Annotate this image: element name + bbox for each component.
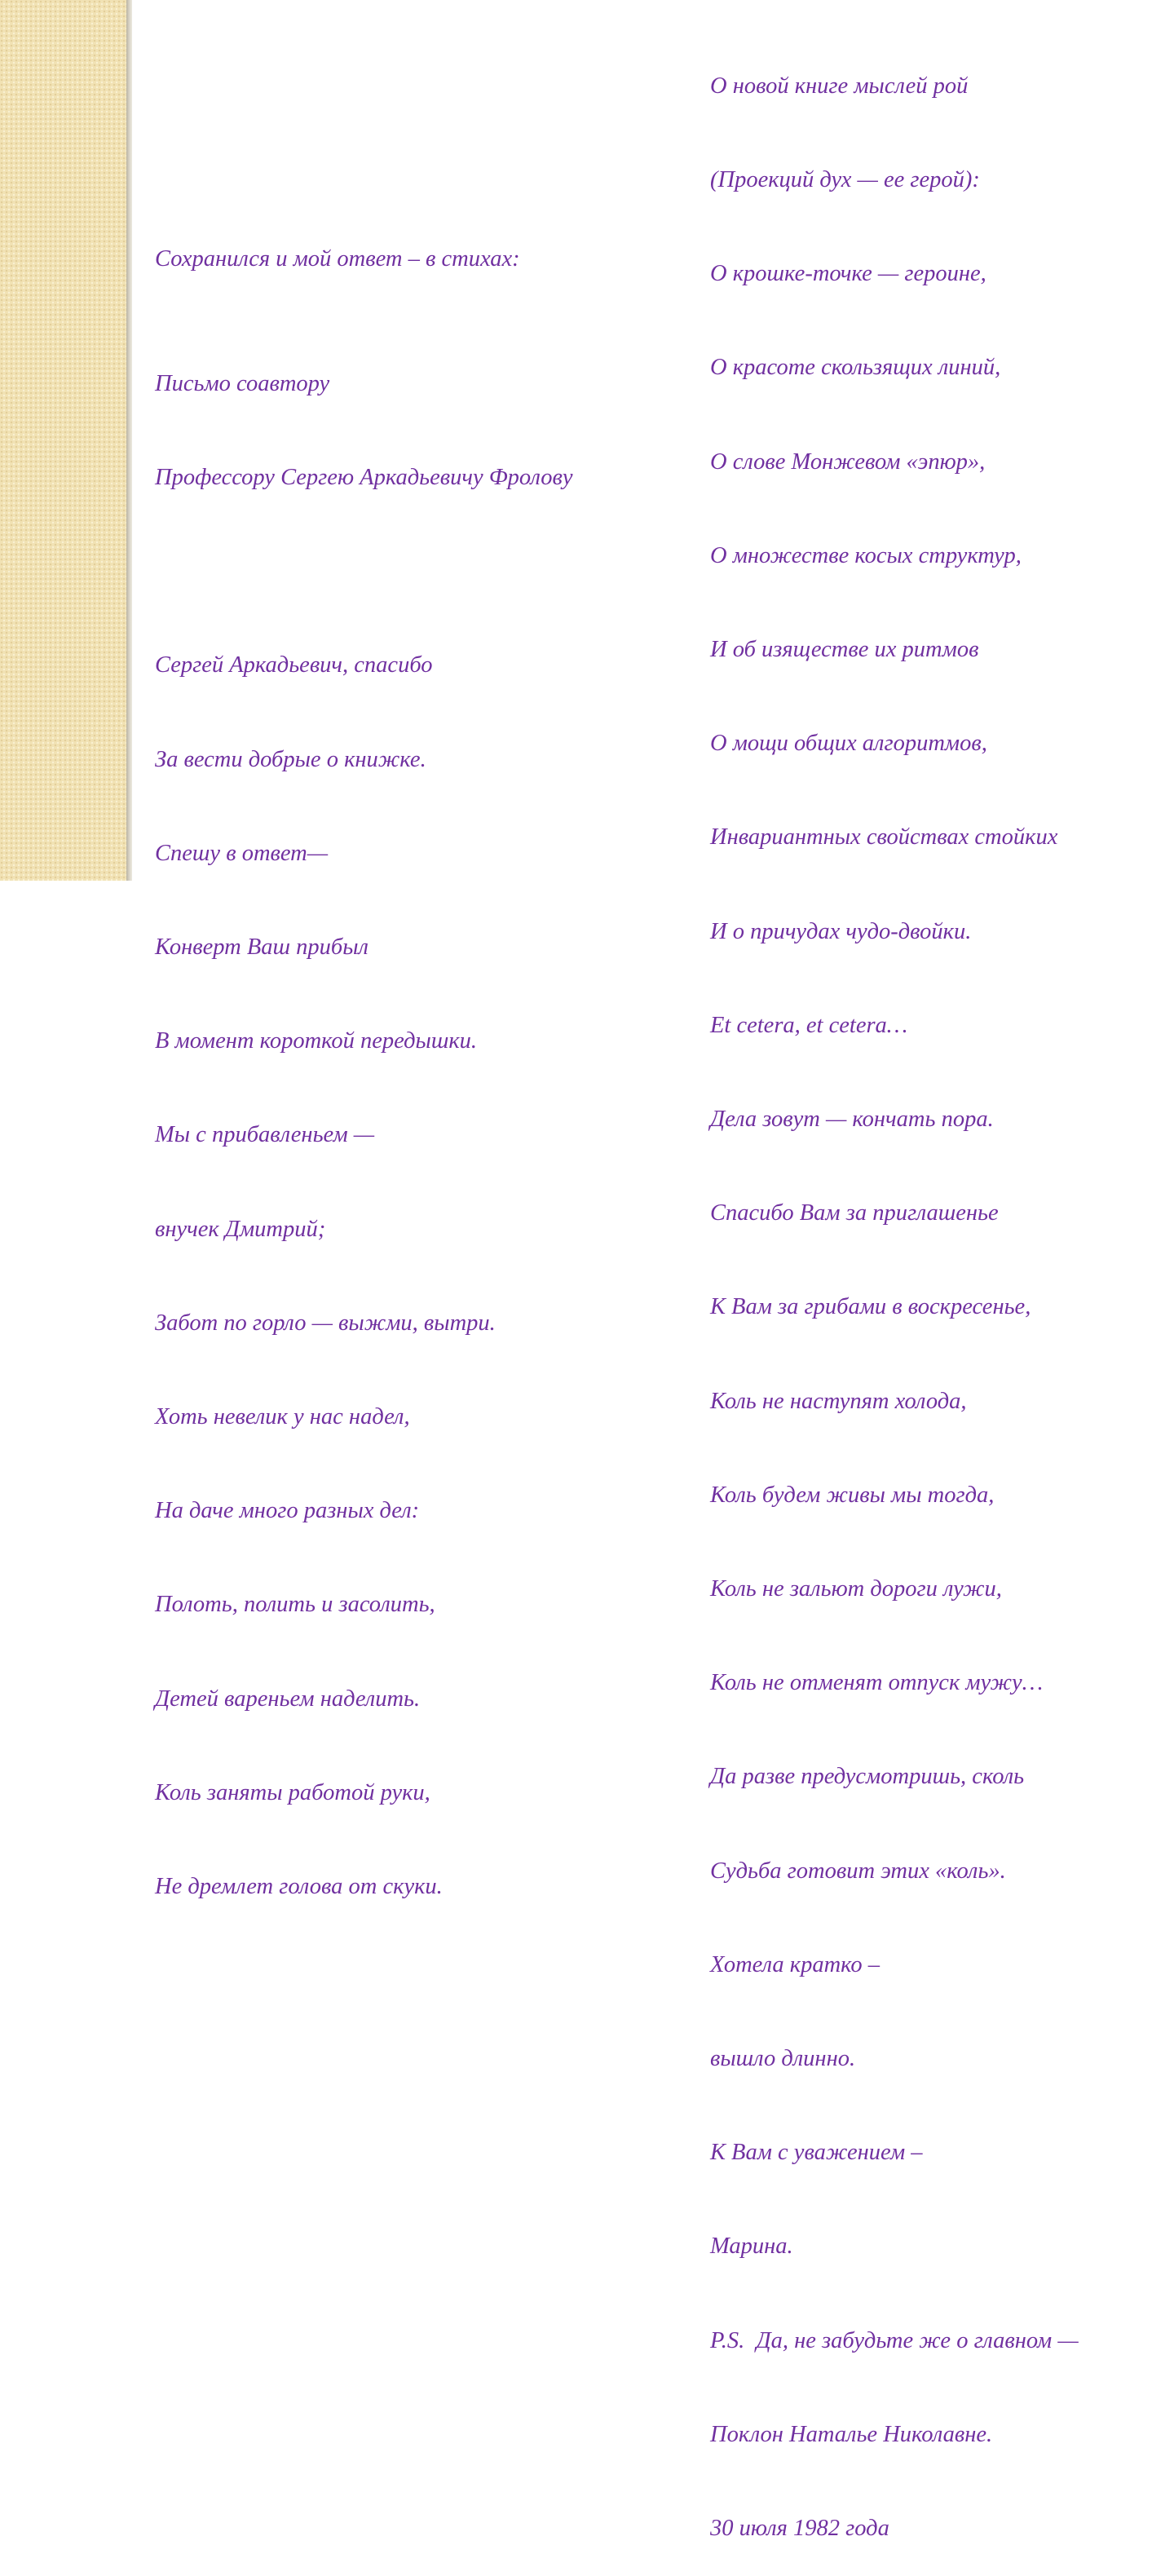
poem-line: Не дремлет голова от скуки. [155,1874,443,1900]
poem-line: Коль не зальют дороги лужи, [710,1576,1002,1602]
intro-line: Сохранился и мой ответ – в стихах: [155,245,520,272]
poem-line: Хоть невелик у нас надел, [155,1404,410,1430]
poem-line: И о причудах чудо-двойки. [710,918,972,944]
poem-line: Коль не отменят отпуск мужу… [710,1670,1044,1696]
poem-line: Детей вареньем наделить. [155,1686,421,1712]
poem-line: К Вам за грибами в воскресенье, [710,1294,1031,1320]
poem-line: К Вам с уважением – [710,2140,923,2166]
poem-line: Хотела кратко – [710,1951,880,1977]
date-line: 30 июля 1982 года [710,2516,889,2542]
poem-line: Сергей Аркадьевич, спасибо [155,652,433,678]
poem-line: Забот по горло — выжми, вытри. [155,1310,496,1336]
poem-line: Et cetera, et cetera… [710,1012,908,1038]
blank-line [155,556,573,587]
poem-line: Да разве предусмотришь, сколь [710,1764,1025,1790]
poem-line: Судьба готовит этих «коль». [710,1858,1006,1884]
poem-line: Спешу в ответ— [155,840,329,866]
poem-line: О слове Монжевом «эпюр», [710,448,986,475]
postscript-line: P.S. Да, не забудьте же о главном — [710,2327,1079,2353]
poem-line: Дела зовут — кончать пора. [710,1107,994,1133]
poem-line: вышло длинно. [710,2046,856,2072]
poem-line: Коль не наступят холода, [710,1388,967,1414]
side-strip-shadow [126,0,132,881]
poem-line: внучек Дмитрий; [155,1216,326,1242]
poem-line: В момент короткой передышки. [155,1028,478,1054]
poem-line: (Проекций дух — ее герой): [710,167,980,193]
poem-line: За вести добрые о книжке. [155,746,426,772]
poem-line: О мощи общих алгоритмов, [710,731,987,757]
letter-left-column [155,306,573,1934]
poem-line: Коль будем живы мы тогда, [710,1482,995,1508]
poem-line: И об изяществе их ритмов [710,637,979,663]
poem-line: Инвариантных свойствах стойких [710,824,1058,851]
poem-line: Спасибо Вам за приглашенье [710,1200,999,1226]
poem-line: О крошке-точке — героине, [710,261,986,287]
poem-line: Коль заняты работой руки, [155,1779,430,1805]
poem-line: О новой книге мыслей рой [710,73,969,99]
letter-title: Письмо соавтору [155,370,330,396]
letter-right-column [710,8,1079,2576]
poem-line: О множестве косых структур, [710,542,1022,568]
intro-text [155,181,520,307]
letter-addressee: Профессору Сергею Аркадьевичу Фролову [155,465,573,491]
postscript-line: Поклон Наталье Николавне. [710,2421,993,2447]
poem-line: Конверт Ваш прибыл [155,935,369,961]
poem-line: Мы с прибавленьем — [155,1122,375,1148]
poem-line: На даче много разных дел: [155,1498,420,1524]
signature-line: Марина. [710,2234,793,2260]
decorative-side-strip [0,0,126,881]
poem-line: О красоте скользящих линий, [710,355,1001,381]
poem-line: Полоть, полить и засолить, [155,1592,435,1618]
